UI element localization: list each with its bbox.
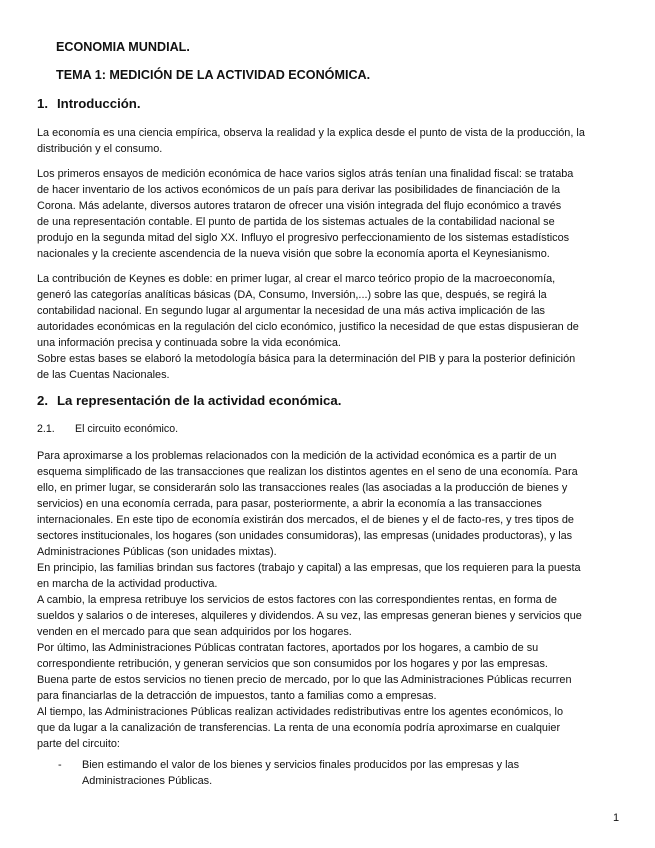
text-line: Por último, las Administraciones Públicas contratan factores, aportados por los hogares, a cambio de su <box>37 642 539 654</box>
section-2-title: La representación de la actividad económica. <box>57 393 342 408</box>
paragraph-circuit <box>37 448 627 752</box>
text-line: Al tiempo, las Administraciones Públicas realizan actividades redistributivas entre los agentes económicos, lo <box>37 706 564 718</box>
text-line: Los primeros ensayos de medición económica de hace varios siglos atrás tenían una finalidad fiscal: se trataba <box>37 168 574 180</box>
text-line: En principio, las familias brindan sus factores (trabajo y capital) a las empresas, que los requieren para la puesta <box>37 562 581 574</box>
section-1-number: 1. <box>37 96 48 111</box>
text-line: Buena parte de estos servicios no tienen precio de mercado, por lo que las Administraciones Públicas recurren <box>37 674 572 686</box>
bullet-marker: - <box>58 759 62 771</box>
paragraph-intro-2 <box>37 166 627 262</box>
text-line: de las Cuentas Nacionales. <box>37 369 170 381</box>
text-line: de hacer inventario de los activos económicos de un país para derivar las posibilidades de financiación de la <box>37 184 561 196</box>
page-number: 1 <box>613 812 620 824</box>
text-line: generó las categorías analíticas básicas (DA, Consumo, Inversión,...) sobre las que, después, se regirá la <box>37 289 547 301</box>
text-line: nacionales y la creciente ascendencia de la nueva visión que sobre la economía aporta el Keynesianismo. <box>37 248 550 260</box>
text-line: para financiarlas de la detracción de impuestos, tanto a familias como a empresas. <box>37 690 437 702</box>
text-line: distribución y el consumo. <box>37 143 163 155</box>
course-title: ECONOMIA MUNDIAL. <box>56 40 190 54</box>
text-line: La economía es una ciencia empírica, observa la realidad y la explica desde el punto de vista de la producción, la <box>37 127 585 139</box>
text-line: autoridades económicas en la regulación del ciclo económico, justifico la necesidad de que estas dispusieran de <box>37 321 579 333</box>
section-1-heading <box>37 96 627 111</box>
paragraph-intro-1 <box>37 125 627 157</box>
text-line: parte del circuito: <box>37 738 120 750</box>
text-line: que da lugar a la canalización de transferencias. La renta de una economía podría aproximarse en cualquier <box>37 722 561 734</box>
section-2-1-heading <box>37 423 627 435</box>
text-line: Administraciones Públicas (son unidades mixtas). <box>37 546 277 558</box>
section-2-1-number: 2.1. <box>37 423 55 435</box>
text-line: sectores institucionales, los hogares (son unidades consumidoras), las empresas (unidades productoras), y las <box>37 530 573 542</box>
text-line: esquema simplificado de las transacciones que realizan los distintos agentes en el seno de una economía. Para <box>37 466 578 478</box>
topic-title: TEMA 1: MEDICIÓN DE LA ACTIVIDAD ECONÓMICA. <box>56 68 371 82</box>
text-line: sueldos y salarios o de intereses, alquileres y dividendos. A su vez, las empresas generan bienes y servicios que <box>37 610 582 622</box>
text-line: produjo en la segunda mitad del siglo XX. Influyo el progresivo perfeccionamiento de los sistemas estadísticos <box>37 232 570 244</box>
text-line: La contribución de Keynes es doble: en primer lugar, al crear el marco teórico propio de la macroeconomía, <box>37 273 556 285</box>
text-line: en marcha de la actividad productiva. <box>37 578 218 590</box>
text-line: correspondiente retribución, y generan servicios que son consumidos por los hogares y por las empresas. <box>37 658 548 670</box>
text-line: contabilidad nacional. En segundo lugar al argumentar la necesidad de una más activa implicación de las <box>37 305 545 317</box>
text-line: una información precisa y continuada sobre la vida económica. <box>37 337 341 349</box>
text-line: servicios) en una economía cerrada, para pasar, posteriormente, a abrir la economía a las transacciones <box>37 498 542 510</box>
bullet-item <box>82 757 519 789</box>
text-line: Para aproximarse a los problemas relacionados con la medición de la actividad económica es a partir de un <box>37 450 557 462</box>
text-line: Corona. Más adelante, diversos autores trataron de ofrecer una visión integrada del flujo económico a través <box>37 200 562 212</box>
text-line: A cambio, la empresa retribuye los servicios de estos factores con las correspondientes rentas, en forma de <box>37 594 557 606</box>
text-line: Bien estimando el valor de los bienes y servicios finales producidos por las empresas y las <box>82 759 520 771</box>
section-2-number: 2. <box>37 393 48 408</box>
text-line: Sobre estas bases se elaboró la metodología básica para la determinación del PIB y para la posterior definición <box>37 353 576 365</box>
text-line: de una representación contable. El punto de partida de los sistemas actuales de la contabilidad nacional se <box>37 216 555 228</box>
paragraph-intro-3 <box>37 271 627 383</box>
text-line: internacionales. En este tipo de economía existirán dos mercados, el de bienes y el de facto-res, y tres tipos de <box>37 514 574 526</box>
section-2-heading <box>37 393 627 408</box>
section-2-1-title: El circuito económico. <box>75 423 179 435</box>
section-1-title: Introducción. <box>57 96 141 111</box>
text-line: venden en el mercado para que sean adquiridos por los hogares. <box>37 626 352 638</box>
text-line: ello, en primer lugar, se considerarán solo las transacciones reales (las asociadas a la producción de bienes y <box>37 482 568 494</box>
text-line: Administraciones Públicas. <box>82 775 213 787</box>
